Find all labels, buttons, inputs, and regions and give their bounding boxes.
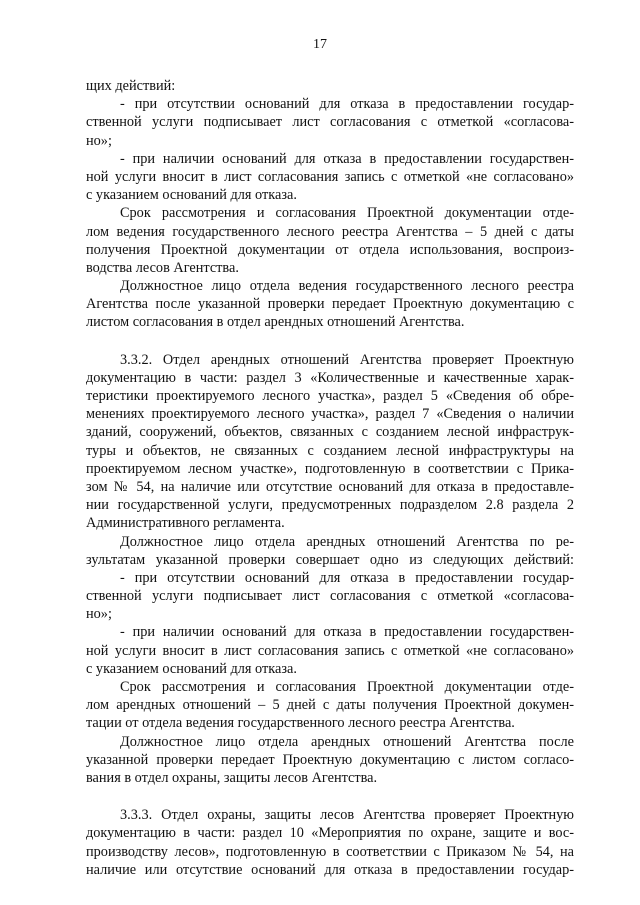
text-line: Срок рассмотрения и согласования Проектной документации отде- xyxy=(120,679,574,695)
text-line: тации от отдела ведения государственного лесного реестра Агентства. xyxy=(86,715,515,732)
text-line: нии государственной услуги, предусмотренных подразделом 2.8 раздела 2 xyxy=(86,497,574,514)
text-line: щих действий: xyxy=(86,78,176,94)
text-line: - при наличии оснований для отказа в предоставлении государствен- xyxy=(120,624,574,641)
text-line: Агентства после указанной проверки передает Проектную документацию с xyxy=(86,296,574,313)
text-line: получения Проектной документации от отдела использования, воспроиз- xyxy=(86,241,574,258)
text-line: но»; xyxy=(86,606,112,623)
text-line: Срок рассмотрения и согласования Проектной документации отде- xyxy=(120,205,574,222)
text-line: 3.3.3. Отдел охраны, защиты лесов Агентства проверяет Проектную xyxy=(120,807,574,824)
text-line: ственной услуги подписывает лист согласования с отметкой «согласова- xyxy=(86,114,574,131)
text-line: зультатам указанной проверки совершает одно из следующих действий: xyxy=(86,551,574,568)
text-line: теристики проектируемого лесного участка», раздел 5 «Сведения об обре- xyxy=(86,388,574,404)
text-line: 3.3.2. Отдел арендных отношений Агентства проверяет Проектную xyxy=(120,351,574,368)
text-line: Должностное лицо отдела арендных отношений Агентства по ре- xyxy=(120,533,574,550)
paragraph-gap xyxy=(86,787,574,806)
text-line: документацию в части: раздел 10 «Мероприятия по охране, защите и вос- xyxy=(86,825,574,842)
text-line: лом арендных отношений – 5 дней с даты получения Проектной докумен- xyxy=(86,697,574,714)
text-line: проектируемом лесном участке», подготовленную в соответствии с Прика- xyxy=(86,460,574,477)
text-line: - при наличии оснований для отказа в предоставлении государствен- xyxy=(120,150,574,167)
text-line: менениях проектируемого лесного участка», раздел 7 «Сведения о наличии xyxy=(86,406,574,423)
text-line: Должностное лицо отдела ведения государственного лесного реестра xyxy=(120,278,574,295)
text-line: указанной проверки передает Проектную документацию с листом согласо- xyxy=(86,751,574,768)
document-body xyxy=(86,77,574,879)
text-line: Должностное лицо отдела арендных отношений Агентства после xyxy=(120,733,574,750)
text-line: но»; xyxy=(86,132,112,149)
text-line: с указанием оснований для отказа. xyxy=(86,660,297,677)
text-line: с указанием оснований для отказа. xyxy=(86,187,297,204)
text-line: ной услуги вносит в лист согласования запись с отметкой «не согласовано» xyxy=(86,642,574,659)
paragraph-gap xyxy=(86,332,574,351)
page-number: 17 xyxy=(313,37,327,52)
text-line: лом ведения государственного лесного реестра Агентства – 5 дней с даты xyxy=(86,223,574,240)
text-line: ной услуги вносит в лист согласования запись с отметкой «не согласовано» xyxy=(86,168,574,185)
text-line: Административного регламента. xyxy=(86,515,285,532)
text-line: - при отсутствии оснований для отказа в предоставлении государ- xyxy=(120,569,574,586)
text-line: водства лесов Агентства. xyxy=(86,259,239,276)
text-line: вания в отдел охраны, защиты лесов Агентства. xyxy=(86,769,378,786)
text-line: производству лесов», подготовленную в соответствии с Приказом № 54, на xyxy=(86,843,574,860)
text-line: зданий, сооружений, объектов, связанных с созданием лесной инфраструк- xyxy=(86,424,574,441)
text-line: - при отсутствии оснований для отказа в предоставлении государ- xyxy=(120,96,574,113)
text-line: наличие или отсутствие оснований для отказа в предоставлении государ- xyxy=(86,861,574,878)
text-line: туры и объектов, не связанных с созданием лесной инфраструктуры на xyxy=(86,442,574,459)
text-line: ственной услуги подписывает лист согласования с отметкой «согласова- xyxy=(86,588,574,605)
text-line: документацию в части: раздел 3 «Количественные и качественные харак- xyxy=(86,369,574,386)
text-line: листом согласования в отдел арендных отношений Агентства. xyxy=(86,314,465,331)
text-line: зом № 54, на наличие или отсутствие оснований для отказа в предоставле- xyxy=(86,478,574,495)
